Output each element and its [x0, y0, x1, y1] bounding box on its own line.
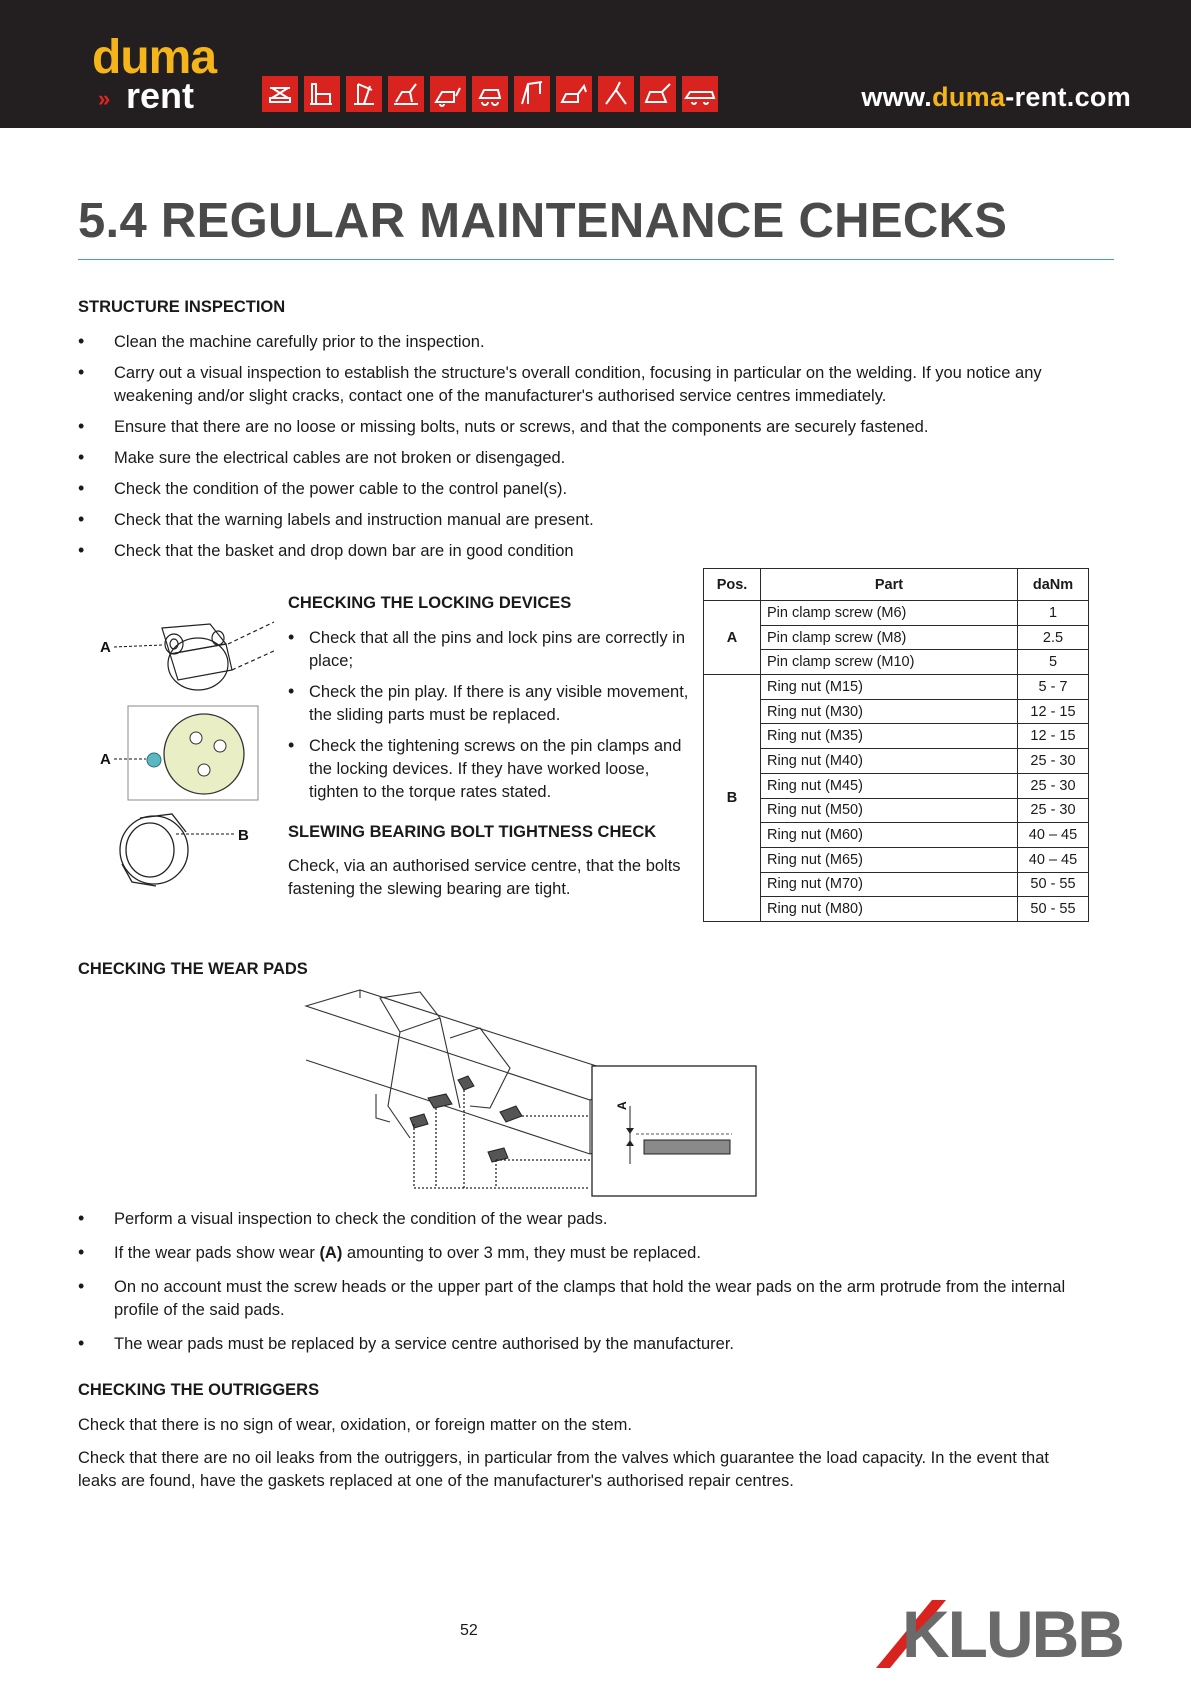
table-row: [704, 650, 1089, 675]
table-row: [704, 601, 1089, 626]
worn-pad-detail: [644, 1140, 730, 1154]
table-row: [704, 625, 1089, 650]
torque-value-cell: 1: [1018, 601, 1089, 626]
outriggers-heading: CHECKING THE OUTRIGGERS: [78, 1381, 320, 1399]
table-row: [704, 897, 1089, 922]
part-cell: Ring nut (M15): [761, 675, 1018, 700]
website-url[interactable]: [861, 82, 1131, 113]
part-cell: Ring nut (M35): [761, 724, 1018, 749]
part-cell: Ring nut (M40): [761, 749, 1018, 774]
bullet-icon: •: [288, 735, 295, 755]
label-a-mid: A: [100, 751, 111, 768]
detail-inset-frame: [592, 1066, 756, 1196]
list-item-text: On no account must the screw heads or the upper part of the clamps that hold the wear pads on the arm protrude from the internal profile of the said pads.: [114, 1278, 1066, 1319]
list-item: [78, 416, 1098, 439]
klubb-logo: [872, 1596, 1123, 1672]
locking-list: [288, 627, 698, 812]
torque-value-cell: 12 - 15: [1018, 699, 1089, 724]
logo-duma-text: duma: [92, 31, 217, 84]
list-item-text: Make sure the electrical cables are not broken or disengaged.: [114, 449, 566, 467]
list-item-text: If the wear pads show wear: [114, 1244, 320, 1262]
list-item: [78, 447, 1098, 470]
wear-heading: CHECKING THE WEAR PADS: [78, 960, 308, 978]
leader-line: [114, 645, 162, 647]
list-item: [78, 478, 1098, 501]
bullet-icon: •: [288, 681, 295, 701]
bullet-icon: •: [78, 416, 85, 436]
mini-digger-icon: [388, 76, 424, 112]
lock-plate-illustration: [147, 714, 244, 794]
list-item-text: Ensure that there are no loose or missing bolts, nuts or screws, and that the components are securely fastened.: [114, 418, 929, 436]
crane-icon: [514, 76, 550, 112]
bullet-icon: •: [78, 362, 85, 382]
list-item-text: Clean the machine carefully prior to the inspection.: [114, 333, 485, 351]
torque-value-cell: 5: [1018, 650, 1089, 675]
bullet-icon: •: [78, 478, 85, 498]
slewing-text: Check, via an authorised service centre, that the bolts fastening the slewing bearing are tight.: [288, 857, 681, 898]
bullet-icon: •: [78, 509, 85, 529]
scissor-lift-icon: [262, 76, 298, 112]
group-label: A: [704, 601, 761, 675]
part-cell: Ring nut (M30): [761, 699, 1018, 724]
list-item: [78, 509, 1098, 532]
torque-value-cell: 25 - 30: [1018, 773, 1089, 798]
arm-section-illustration: [306, 990, 640, 1154]
label-a-top: A: [100, 639, 111, 656]
bullet-icon: •: [288, 627, 295, 647]
forklift-icon: [304, 76, 340, 112]
table-row: [704, 699, 1089, 724]
list-item: [78, 331, 1098, 354]
outriggers-text-2: Check that there are no oil leaks from the outriggers, in particular from the valves which guarantee the load capacity. In the event that leaks are found, have the gaskets replaced at one of the manufacturer's authorised repair centres.: [78, 1449, 1049, 1490]
wear-pads-diagram: [300, 988, 760, 1198]
part-cell: Pin clamp screw (M8): [761, 625, 1018, 650]
bullet-icon: •: [78, 1242, 85, 1262]
bullet-icon: •: [78, 447, 85, 467]
list-item: [288, 627, 698, 673]
col-danm-header: daNm: [1018, 569, 1089, 601]
logo-rent-text: rent: [126, 75, 195, 116]
machine-icon-strip: [262, 76, 718, 112]
part-cell: Ring nut (M65): [761, 847, 1018, 872]
url-suffix: -rent.com: [1005, 82, 1131, 112]
part-cell: Pin clamp screw (M6): [761, 601, 1018, 626]
group-label: B: [704, 675, 761, 922]
part-cell: Ring nut (M50): [761, 798, 1018, 823]
tractor-icon: [430, 76, 466, 112]
list-item-text: Check the pin play. If there is any visible movement, the sliding parts must be replaced.: [309, 683, 689, 724]
bullet-icon: •: [78, 1333, 85, 1353]
klubb-wordmark: KLUBB: [902, 1597, 1123, 1671]
list-item: [78, 1276, 1098, 1322]
torque-value-cell: 5 - 7: [1018, 675, 1089, 700]
locking-devices-diagram: [92, 614, 282, 894]
table-row: [704, 773, 1089, 798]
part-cell: Ring nut (M45): [761, 773, 1018, 798]
bullet-icon: •: [78, 331, 85, 351]
part-cell: Ring nut (M80): [761, 897, 1018, 922]
torque-value-cell: 2.5: [1018, 625, 1089, 650]
logo-arrow-icon: »: [98, 86, 111, 111]
list-item: [78, 1333, 1098, 1356]
list-item-text: The wear pads must be replaced by a service centre authorised by the manufacturer.: [114, 1335, 734, 1353]
title-divider: [78, 259, 1114, 260]
excavator-icon: [556, 76, 592, 112]
table-row: [704, 675, 1089, 700]
list-item-text: amounting to over 3 mm, they must be replaced.: [342, 1244, 701, 1262]
torque-value-cell: 50 - 55: [1018, 897, 1089, 922]
structure-list: [78, 331, 1098, 571]
torque-value-cell: 25 - 30: [1018, 749, 1089, 774]
torque-value-cell: 50 - 55: [1018, 872, 1089, 897]
page-title: 5.4 REGULAR MAINTENANCE CHECKS: [78, 194, 1008, 248]
url-prefix: www.: [861, 82, 933, 112]
table-row: [704, 823, 1089, 848]
table-row: [704, 798, 1089, 823]
table-row: [704, 847, 1089, 872]
outriggers-text-1: Check that there is no sign of wear, oxidation, or foreign matter on the stem.: [78, 1416, 632, 1434]
list-item-text: Check that the warning labels and instruction manual are present.: [114, 511, 594, 529]
header-bar: [0, 0, 1191, 128]
wear-label-a: (A): [319, 1244, 343, 1262]
col-pos-header: Pos.: [704, 569, 761, 601]
spider-lift-icon: [598, 76, 634, 112]
list-item: [288, 735, 698, 804]
torque-table: [703, 568, 1089, 922]
dimension-label-a: A: [615, 1101, 629, 1110]
part-cell: Ring nut (M70): [761, 872, 1018, 897]
list-item: [78, 362, 1098, 408]
table-row: [704, 724, 1089, 749]
slewing-heading: SLEWING BEARING BOLT TIGHTNESS CHECK: [288, 823, 657, 841]
col-part-header: Part: [761, 569, 1018, 601]
list-item-text: Check the tightening screws on the pin clamps and the locking devices. If they have worked loose, tighten to the torque rates stated.: [309, 737, 682, 801]
telehandler-icon: [640, 76, 676, 112]
torque-value-cell: 40 – 45: [1018, 847, 1089, 872]
structure-heading: STRUCTURE INSPECTION: [78, 298, 286, 316]
bullet-icon: •: [78, 540, 85, 560]
list-item: [288, 681, 698, 727]
list-item-text: Check that the basket and drop down bar are in good condition: [114, 542, 574, 560]
torque-table-body: [704, 601, 1089, 922]
page-number: 52: [460, 1622, 478, 1639]
label-b: B: [238, 827, 249, 844]
list-item-text: Check that all the pins and lock pins are correctly in place;: [309, 629, 686, 670]
list-item: [78, 1242, 1098, 1265]
pin-clamp-illustration: [162, 622, 276, 690]
slewing-ring-illustration: [120, 814, 188, 886]
table-row: [704, 749, 1089, 774]
table-row: [704, 872, 1089, 897]
bullet-icon: •: [78, 1276, 85, 1296]
wear-list: [78, 1208, 1098, 1367]
boom-lift-icon: [346, 76, 382, 112]
list-item: [78, 1208, 1098, 1231]
torque-value-cell: 40 – 45: [1018, 823, 1089, 848]
list-item-text: Carry out a visual inspection to establish the structure's overall condition, focusing in particular on the welding. If you notice any weakening and/or slight cracks, contact one of the manufacturer's authorised service centres immediately.: [114, 364, 1042, 405]
part-cell: Ring nut (M60): [761, 823, 1018, 848]
list-item-text: Perform a visual inspection to check the condition of the wear pads.: [114, 1210, 608, 1228]
part-cell: Pin clamp screw (M10): [761, 650, 1018, 675]
bullet-icon: •: [78, 1208, 85, 1228]
compactor-icon: [472, 76, 508, 112]
wear-pad-shapes: [410, 1076, 522, 1162]
list-item: [78, 540, 1098, 563]
locking-heading: CHECKING THE LOCKING DEVICES: [288, 594, 572, 612]
table-header-row: [704, 569, 1089, 601]
truck-platform-icon: [682, 76, 718, 112]
url-accent: duma: [932, 82, 1006, 112]
torque-value-cell: 25 - 30: [1018, 798, 1089, 823]
torque-value-cell: 12 - 15: [1018, 724, 1089, 749]
list-item-text: Check the condition of the power cable to the control panel(s).: [114, 480, 568, 498]
